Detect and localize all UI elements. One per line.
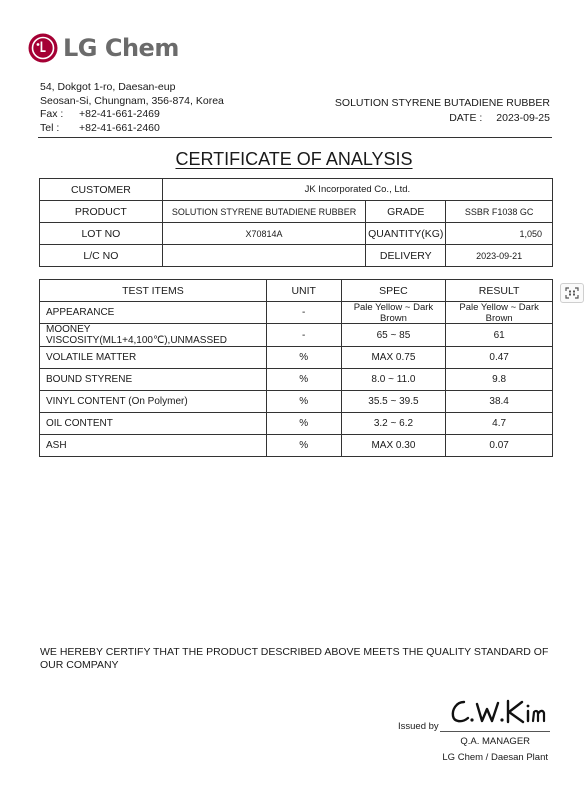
signature-image xyxy=(450,692,550,728)
product-row xyxy=(40,201,553,223)
signatory-info xyxy=(442,734,548,766)
test-unit: - xyxy=(266,324,341,347)
quantity-label: QUANTITY(KG) xyxy=(366,223,446,245)
signature-line xyxy=(440,731,550,732)
quantity-value: 1,050 xyxy=(446,223,553,245)
table-row xyxy=(40,302,553,324)
test-result: 0.47 xyxy=(446,347,553,369)
table-row xyxy=(40,324,553,347)
header-spec: SPEC xyxy=(341,280,446,302)
lc-value xyxy=(162,245,365,267)
signatory-title: Q.A. MANAGER xyxy=(460,736,531,747)
customer-value: JK Incorporated Co., Ltd. xyxy=(162,179,552,201)
test-result: 0.07 xyxy=(446,435,553,457)
test-result xyxy=(446,302,553,324)
table-row xyxy=(40,413,553,435)
certification-statement: WE HEREBY CERTIFY THAT THE PRODUCT DESCRIBED ABOVE MEETS THE QUALITY STANDARD OF OUR COMPANY xyxy=(40,646,549,671)
lot-label: LOT NO xyxy=(40,223,163,245)
fax-line xyxy=(40,108,224,122)
date-label: DATE : xyxy=(449,112,483,124)
test-results-table xyxy=(39,279,553,457)
test-result: 38.4 xyxy=(446,391,553,413)
grade-label: GRADE xyxy=(366,201,446,223)
product-label: PRODUCT xyxy=(40,201,163,223)
test-unit: - xyxy=(266,302,341,324)
test-result: 61 xyxy=(446,324,553,347)
header-product-name: SOLUTION STYRENE BUTADIENE RUBBER xyxy=(334,97,550,109)
test-result: 9.8 xyxy=(446,369,553,391)
header-test-items: TEST ITEMS xyxy=(40,280,267,302)
certificate-title xyxy=(0,149,588,170)
results-header-row xyxy=(40,280,553,302)
document-header xyxy=(335,96,550,126)
test-unit: % xyxy=(266,413,341,435)
test-result-text: Pale Yellow ~ Dark Brown xyxy=(459,302,539,323)
product-value: SOLUTION STYRENE BUTADIENE RUBBER xyxy=(162,201,365,223)
table-row xyxy=(40,435,553,457)
test-result: 4.7 xyxy=(446,413,553,435)
address-line1: 54, Dokgot 1-ro, Daesan-eup xyxy=(40,81,176,93)
test-spec: 8.0 ~ 11.0 xyxy=(341,369,446,391)
order-info-table xyxy=(39,178,553,267)
test-item: BOUND STYRENE xyxy=(40,369,267,391)
test-unit: % xyxy=(266,347,341,369)
test-item: VINYL CONTENT (On Polymer) xyxy=(40,391,267,413)
header-result: RESULT xyxy=(446,280,553,302)
table-row xyxy=(40,391,553,413)
test-item: APPEARANCE xyxy=(40,302,267,324)
header-unit: UNIT xyxy=(266,280,341,302)
manager-signature xyxy=(450,692,550,733)
test-spec: 35.5 ~ 39.5 xyxy=(341,391,446,413)
logo-text: LG Chem xyxy=(63,34,179,62)
grade-value: SSBR F1038 GC xyxy=(446,201,553,223)
certificate-title-text: CERTIFICATE OF ANALYSIS xyxy=(175,149,413,169)
qr-scan-icon xyxy=(565,287,579,299)
tel-line xyxy=(40,122,224,136)
document-date: 2023-09-25 xyxy=(496,112,550,124)
lc-row xyxy=(40,245,553,267)
delivery-label: DELIVERY xyxy=(366,245,446,267)
tel-number: +82-41-661-2460 xyxy=(79,121,160,134)
tel-label: Tel : xyxy=(40,121,60,134)
test-spec-text: Pale Yellow ~ Dark Brown xyxy=(353,302,434,323)
test-spec: MAX 0.75 xyxy=(341,347,446,369)
customer-row xyxy=(40,179,553,201)
company-address xyxy=(40,81,224,135)
test-spec: MAX 0.30 xyxy=(341,435,446,457)
lg-logo-icon xyxy=(28,33,58,63)
test-spec xyxy=(341,302,446,324)
signatory-org: LG Chem / Daesan Plant xyxy=(442,752,548,763)
test-item: VOLATILE MATTER xyxy=(40,347,267,369)
lc-label: L/C NO xyxy=(40,245,163,267)
customer-label: CUSTOMER xyxy=(40,179,163,201)
header-divider xyxy=(38,137,552,138)
issued-by-label: Issued by xyxy=(398,721,439,732)
test-unit: % xyxy=(266,369,341,391)
test-spec: 65 ~ 85 xyxy=(341,324,446,347)
lot-value: X70814A xyxy=(162,223,365,245)
delivery-value: 2023-09-21 xyxy=(446,245,553,267)
test-item: MOONEY VISCOSITY(ML1+4,100℃),UNMASSED xyxy=(40,324,267,347)
address-line2: Seosan-Si, Chungnam, 356-874, Korea xyxy=(40,94,224,107)
test-spec: 3.2 ~ 6.2 xyxy=(341,413,446,435)
test-unit: % xyxy=(266,391,341,413)
lot-row xyxy=(40,223,553,245)
test-item: OIL CONTENT xyxy=(40,413,267,435)
fax-number: +82-41-661-2469 xyxy=(79,108,160,120)
test-item: ASH xyxy=(40,435,267,457)
fax-label: Fax : xyxy=(40,108,64,120)
qr-scan-button[interactable] xyxy=(560,283,584,303)
header-date-line xyxy=(335,111,550,126)
table-row xyxy=(40,369,553,391)
company-logo xyxy=(28,33,179,63)
table-row xyxy=(40,347,553,369)
test-unit: % xyxy=(266,435,341,457)
